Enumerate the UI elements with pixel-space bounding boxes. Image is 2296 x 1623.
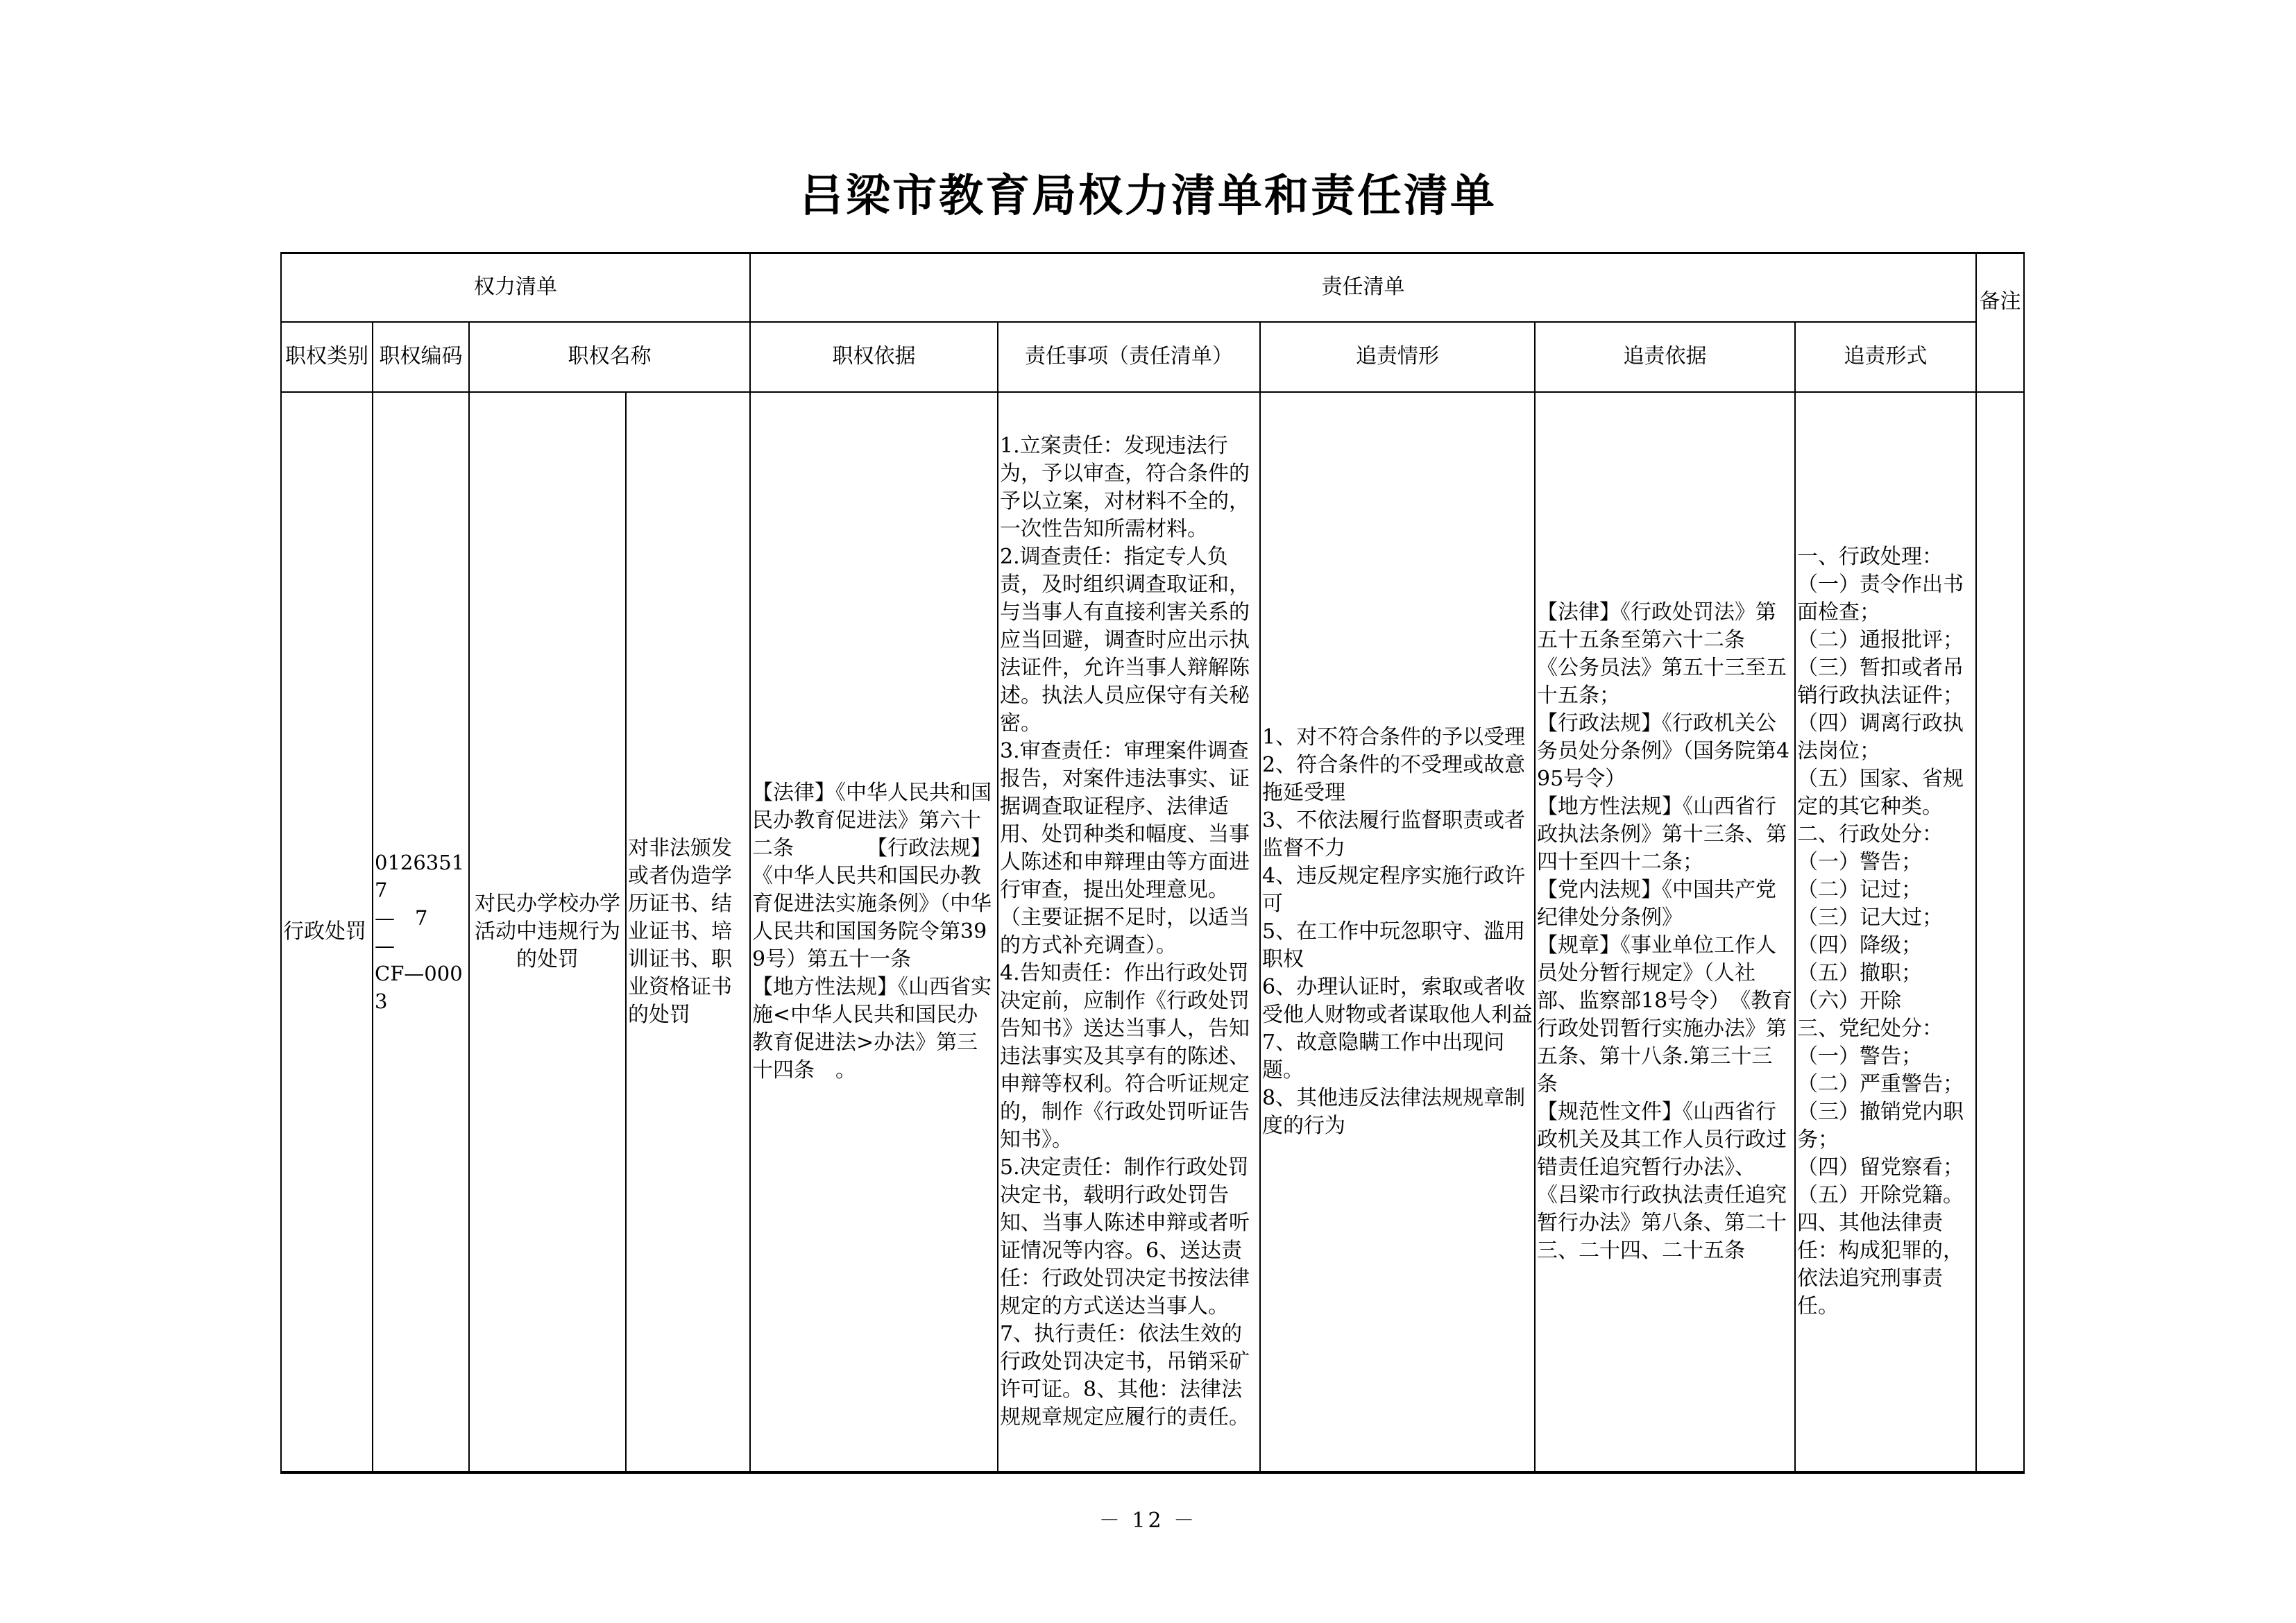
category-cell: 行政处罚 — [281, 392, 373, 1472]
responsibility-list-header: 责任清单 — [750, 253, 1976, 322]
accountability-cases-cell: 1、对不符合条件的予以受理 2、符合条件的不受理或故意拖延受理 3、不依法履行监督职责或者监督不力 4、违反规定程序实施行政许可 5、在工作中玩忽职守、滥用职权 6、办理认证时，索取或者收受他人财物或者谋取他人利益 7、故意隐瞒工作中出现问题。 8、其他违反法律法规规章制度的行为 — [1260, 392, 1535, 1472]
accountability-basis-column-header: 追责依据 — [1535, 322, 1795, 392]
accountability-basis-cell: 【法律】《行政处罚法》第五十五条至第六十二条 《公务员法》第五十三至五十五条； 【行政法规】《行政机关公务员处分条例》（国务院第495号令） 【地方性法规】《山西省行政执法条例》第十三条、第四十至四十二条； 【党内法规】《中国共产党纪律处分条例》 【规章】《事业单位工作人员处分暂行规定》（人社部、监察部18号令） 《教育行政处罚暂行实施办法》第五条、第十八条.第三十三条 【规范性文件】《山西省行政机关及其工作人员行政过错责任追究暂行办法》、 《吕梁市行政执法责任追究暂行办法》第八条、第二十三、二十四、二十五条 — [1535, 392, 1795, 1472]
power-name-cell: 对民办学校办学活动中违规行为的处罚 — [469, 392, 626, 1472]
duties-cell: 1.立案责任：发现违法行为，予以审查，符合条件的予以立案，对材料不全的，一次性告知所需材料。 2.调查责任：指定专人负责，及时组织调查取证和，与当事人有直接利害关系的应当回避，调查时应出示执法证件，允许当事人辩解陈述。执法人员应保守有关秘密。 3.审查责任：审理案件调查报告，对案件违法事实、证据调查取证程序、法律适用、处罚种类和幅度、当事人陈述和申辩理由等方面进行审查，提出处理意见。（主要证据不足时，以适当的方式补充调查）。 4.告知责任：作出行政处罚决定前，应制作《行政处罚告知书》送达当事人，告知违法事实及其享有的陈述、申辩等权利。符合听证规定的，制作《行政处罚听证告知书》。 5.决定责任：制作行政处罚决定书，载明行政处罚告知、当事人陈述申辩或者听证情况等内容。6、送达责任：行政处罚决定书按法律规定的方式送达当事人。 7、执行责任：依法生效的行政处罚决定书，吊销采矿许可证。8、其他：法律法规规章规定应履行的责任。 — [998, 392, 1260, 1472]
code-column-header: 职权编码 — [373, 322, 469, 392]
remarks-cell — [1976, 392, 2024, 1472]
accountability-cases-column-header: 追责情形 — [1260, 322, 1535, 392]
basis-column-header: 职权依据 — [750, 322, 998, 392]
power-sub-name-cell: 对非法颁发或者伪造学历证书、结业证书、培训证书、职业资格证书的处罚 — [626, 392, 750, 1472]
category-column-header: 职权类别 — [281, 322, 373, 392]
power-basis-cell: 【法律】《中华人民共和国民办教育促进法》第六十二条 【行政法规】《中华人民共和国民办教育促进法实施条例》（中华人民共和国国务院令第399号）第五十一条 【地方性法规】《山西省实施<中华人民共和国民办教育促进法>办法》第三十四条 。 — [750, 392, 998, 1472]
power-list-header: 权力清单 — [281, 253, 750, 322]
accountability-forms-cell: 一、行政处理： （一）责令作出书面检查； （二）通报批评； （三）暂扣或者吊销行政执法证件； （四）调离行政执法岗位； （五）国家、省规定的其它种类。 二、行政处分： （一）警告； （二）记过； （三）记大过； （四）降级； （五）撤职； （六）开除 三、党纪处分： （一）警告； （二）严重警告； （三）撤销党内职务； （四）留党察看； （五）开除党籍。 四、其他法律责任：构成犯罪的，依法追究刑事责任。 — [1795, 392, 1976, 1472]
remarks-header: 备注 — [1976, 253, 2024, 392]
code-cell: 01263517 — 7 — CF—0003 — [373, 392, 469, 1472]
name-column-header: 职权名称 — [469, 322, 750, 392]
accountability-forms-column-header: 追责形式 — [1795, 322, 1976, 392]
power-responsibility-table — [280, 252, 2025, 1474]
page-number: － 12 － — [1098, 1509, 1198, 1533]
page-title: 吕梁市教育局权力清单和责任清单 — [799, 171, 1497, 222]
duties-column-header: 责任事项（责任清单） — [998, 322, 1260, 392]
